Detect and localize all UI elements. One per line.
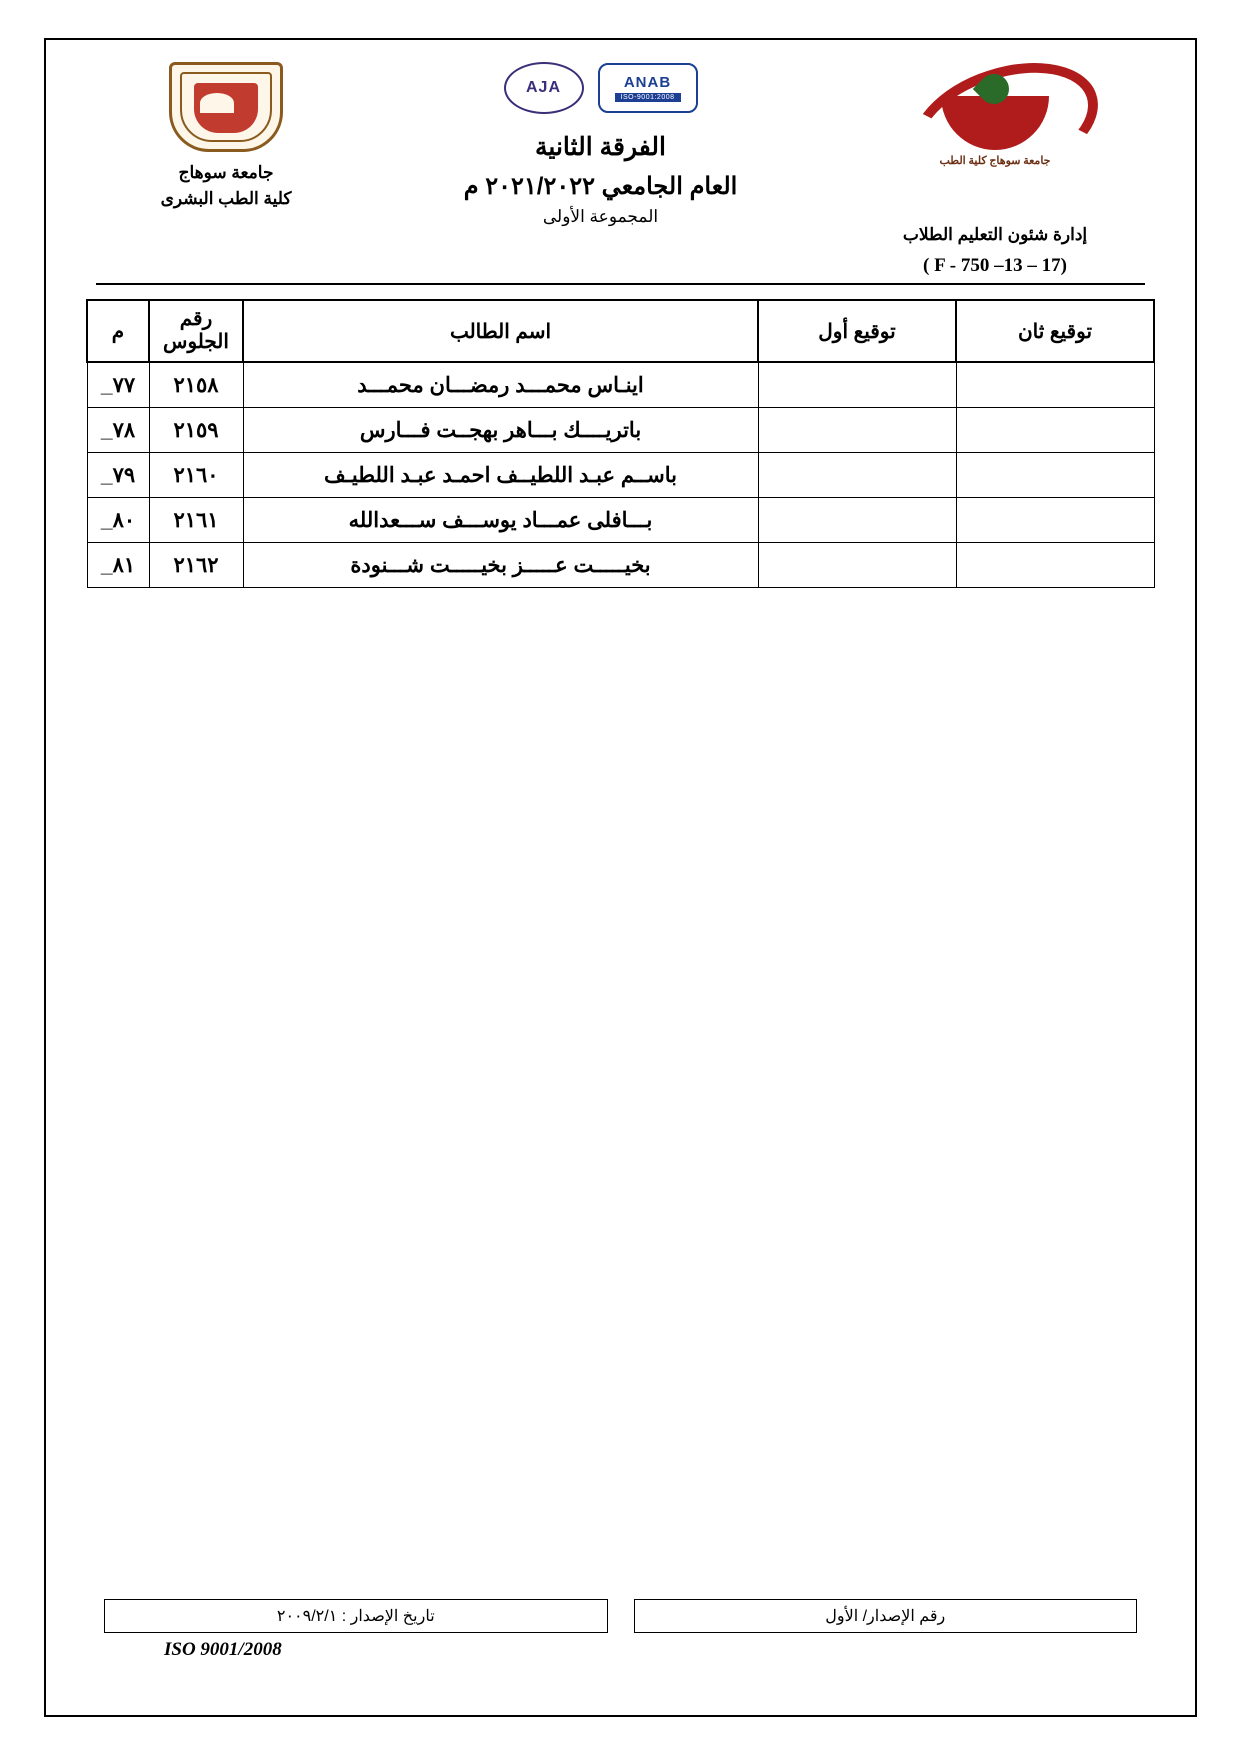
cell-serial: ٨١_	[87, 543, 149, 588]
accreditation-logos	[504, 62, 698, 114]
aja-label: AJA	[526, 79, 562, 96]
column-header-sign2: توقيع ثان	[956, 300, 1154, 362]
cell-sign1[interactable]	[758, 408, 956, 453]
footer-spacer	[607, 1600, 634, 1633]
iso-certification-label: ISO 9001/2008	[164, 1639, 282, 1660]
table-header-row	[87, 300, 1154, 362]
cell-seat-number: ٢١٦٢	[149, 543, 243, 588]
table-row	[87, 543, 1154, 588]
anab-label: ANAB	[623, 73, 672, 91]
document-header	[86, 56, 1155, 277]
faculty-name: كلية الطب البشرى	[160, 188, 292, 208]
cell-student-name: باتريــــك بـــاهر بهجــت فـــارس	[243, 408, 758, 453]
cell-sign2[interactable]	[956, 408, 1154, 453]
anab-sublabel: ISO-9001:2008	[615, 93, 681, 102]
header-divider	[96, 283, 1145, 285]
page-title: الفرقة الثانية	[535, 133, 666, 161]
table-row	[87, 362, 1154, 408]
column-header-name: اسم الطالب	[243, 300, 758, 362]
academic-year: العام الجامعي ٢٠٢١/٢٠٢٢ م	[463, 173, 738, 200]
cell-sign2[interactable]	[956, 543, 1154, 588]
table-row	[87, 498, 1154, 543]
column-header-serial: م	[87, 300, 149, 362]
cell-student-name: بـــافلى عمـــاد يوســـف ســـعدالله	[243, 498, 758, 543]
cell-student-name: اينـاس محمـــد رمضـــان محمـــد	[243, 362, 758, 408]
cell-seat-number: ٢١٥٨	[149, 362, 243, 408]
document-footer	[104, 1599, 1137, 1661]
administration-name: إدارة شئون التعليم الطلاب	[902, 225, 1088, 244]
column-header-seat-line1: رقم	[179, 308, 213, 330]
footer-table	[104, 1599, 1137, 1633]
header-center-block	[386, 62, 816, 227]
cell-sign1[interactable]	[758, 453, 956, 498]
header-university-lines	[161, 160, 292, 211]
cell-serial: ٧٧_	[87, 362, 149, 408]
cell-sign1[interactable]	[758, 362, 956, 408]
cell-sign2[interactable]	[956, 362, 1154, 408]
anab-logo-icon	[598, 63, 698, 113]
university-name: جامعة سوهاج	[178, 163, 274, 182]
footer-issue-number: رقم الإصدار/ الأول	[634, 1600, 1137, 1633]
footer-issue-date: تاريخ الإصدار : ٢٠٠٩/٢/١	[105, 1600, 608, 1633]
cell-serial: ٧٨_	[87, 408, 149, 453]
students-table	[86, 299, 1155, 588]
students-table-body	[87, 362, 1154, 588]
cell-serial: ٨٠_	[87, 498, 149, 543]
table-row	[87, 453, 1154, 498]
header-admin-block	[845, 62, 1145, 277]
cell-sign2[interactable]	[956, 498, 1154, 543]
cell-student-name: بخيـــــت عـــــز بخيـــــت شـــنودة	[243, 543, 758, 588]
cell-sign2[interactable]	[956, 453, 1154, 498]
cell-sign1[interactable]	[758, 543, 956, 588]
column-header-seat-line2: الجلوس	[163, 331, 229, 353]
cell-seat-number: ٢١٥٩	[149, 408, 243, 453]
cell-serial: ٧٩_	[87, 453, 149, 498]
table-row	[87, 408, 1154, 453]
column-header-seat	[149, 300, 243, 362]
header-university-block	[96, 62, 356, 211]
university-seal-icon	[167, 62, 285, 150]
form-code: ( F - 750 –13 – 17)	[923, 255, 1067, 276]
cell-sign1[interactable]	[758, 498, 956, 543]
cell-seat-number: ٢١٦١	[149, 498, 243, 543]
group-label: المجموعة الأولى	[542, 207, 659, 226]
cell-student-name: باســم عبـد اللطيــف احمـد عبـد اللطيـف	[243, 453, 758, 498]
page-content	[44, 38, 1197, 1717]
header-admin-lines	[903, 225, 1087, 277]
aja-logo-icon	[504, 62, 584, 114]
cell-seat-number: ٢١٦٠	[149, 453, 243, 498]
column-header-sign1: توقيع أول	[758, 300, 956, 362]
logo-caption: جامعة سوهاج كلية الطب	[939, 155, 1051, 167]
sohag-university-logo-icon	[895, 62, 1095, 167]
